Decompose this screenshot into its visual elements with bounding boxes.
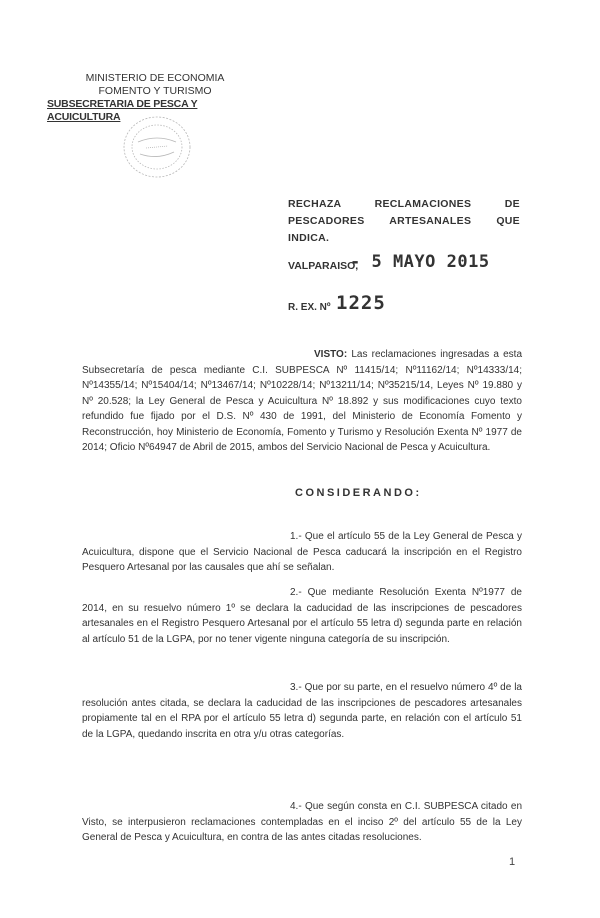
considerando-item: 3.- Que por su parte, en el resuelvo número 4º de la resolución antes citada, se declara la caducidad de las inscripciones de pescadores artesanales propiamente tal en el RPA por el artículo 55 letra d) segunda parte, en relación con el artículo 51 de la LGPA, quedando inscrita en otra y/u otras categorías. (82, 682, 522, 740)
considerando-item: 4.- Que según consta en C.I. SUBPESCA citado en Visto, se interpusieron reclamaciones contempladas en el inciso 2º del artículo 55 de la Ley General de Pesca y Acuicultura, en contra de las antes citadas resoluciones. (82, 801, 522, 843)
visto-paragraph (82, 347, 522, 456)
considerando-item: 1.- Que el artículo 55 de la Ley General de Pesca y Acuicultura, dispone que el Servicio Nacional de Pesca caducará la inscripción en el Registro Pesquero Artesanal por las causales que ahí se señalan. (82, 531, 522, 573)
letterhead-ministry: MINISTERIO DE ECONOMIA (85, 72, 225, 84)
dateline (288, 252, 528, 278)
visto-label: VISTO: (314, 349, 348, 360)
considerando-item: 2.- Que mediante Resolución Exenta Nº1977 de 2014, en su resuelvo número 1º se declara la caducidad de las inscripciones de pescadores artesanales en el Registro Pesquero Artesanal por el artículo 55 letra d) segunda parte en relación al artículo 51 de la LGPA, por no tener vigente ninguna categoría de su inscripción. (82, 587, 522, 645)
visto-text: Las reclamaciones ingresadas a esta Subsecretaría de pesca mediante C.I. SUBPESCA Nº 11415/14; Nº11162/14; Nº14333/14; Nº14355/14; Nº15404/14; Nº13467/14; Nº10228/14; Nº13211/14; Nº35215/14, Leyes Nº 19.880 y Nº 20.528; la Ley General de Pesca y Acuicultura Nº 18.892 y sus modificaciones cuyo texto refundido fue fijado por el D.S. Nº 430 de 1991, del Ministerio de Economía Fomento y Reconstrucción, hoy Ministerio de Economía, Fomento y Turismo y Resolución Exenta Nº 1977 de 2014; Oficio Nº64947 de Abril de 2015, ambos del Servicio Nacional de Pesca y Acuicultura. (82, 349, 523, 453)
letterhead-ministry-sub: FOMENTO Y TURISMO (98, 85, 212, 97)
resolution-subject: RECHAZA RECLAMACIONES DE PESCADORES ARTESANALES QUE INDICA. (288, 198, 520, 244)
letterhead-subsecretaria: SUBSECRETARIA DE PESCA Y ACUICULTURA (47, 98, 198, 123)
page-number: 1 (509, 856, 516, 868)
considerando-heading: CONSIDERANDO: (295, 487, 422, 499)
official-seal-stamp (118, 108, 196, 186)
date-stamp: - 5 MAYO 2015 (350, 252, 490, 272)
place-label: VALPARAISO, (288, 260, 359, 272)
resolution-label: R. EX. Nº (288, 302, 331, 313)
resolution-number-block (288, 292, 488, 318)
resolution-number: 1225 (336, 292, 386, 314)
